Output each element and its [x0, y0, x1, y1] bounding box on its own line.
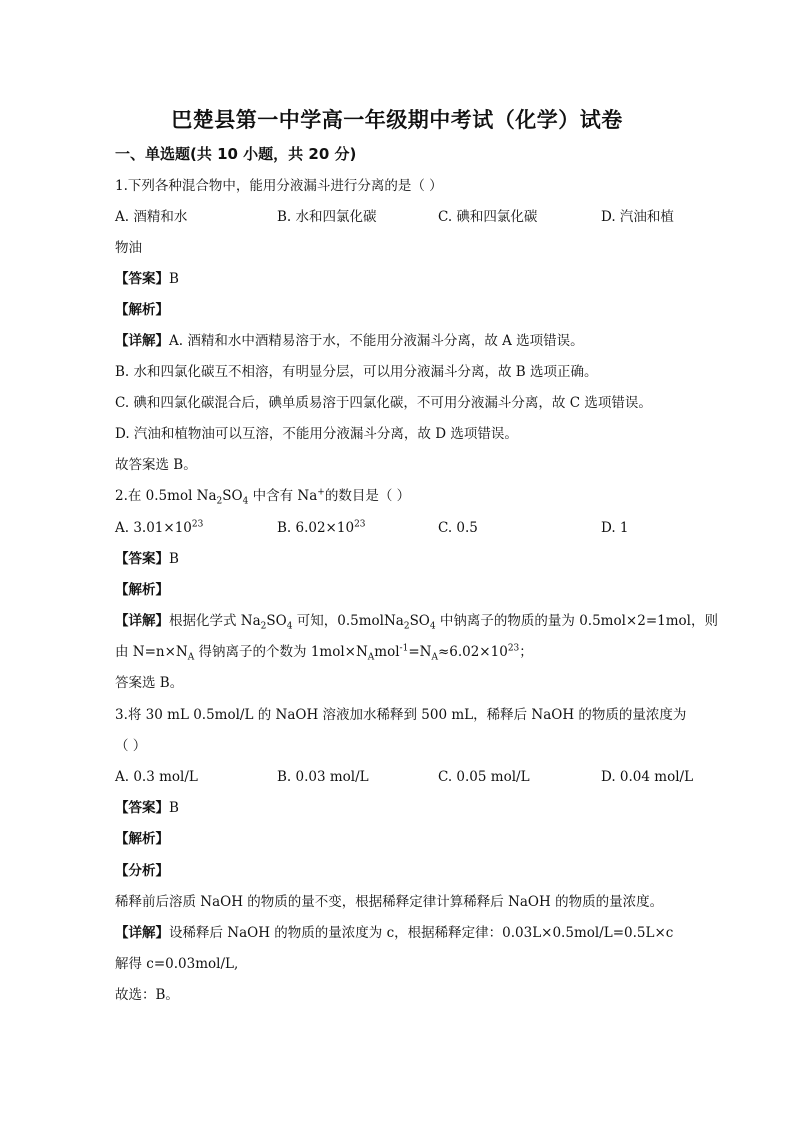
- q3-answer-value: B: [169, 800, 179, 816]
- q2-detail-part: ；: [519, 644, 533, 660]
- q1-detail-c: C. 碘和四氯化碳混合后，碘单质易溶于四氯化碳，不可用分液漏斗分离，故 C 选项错误。: [115, 395, 652, 411]
- q2-detail-subscript: 4: [286, 621, 293, 632]
- question-2-stem: [115, 486, 685, 506]
- q2-stem-part: 的数目是（ ）: [324, 488, 411, 504]
- detail-label: 【详解】: [115, 925, 169, 941]
- detail-label: 【详解】: [115, 333, 169, 349]
- q2-detail-part: mol: [374, 644, 400, 660]
- answer-label: 【答案】: [115, 271, 169, 287]
- q2-option-b-exponent: 23: [354, 519, 366, 530]
- question-3-stem-continued: （ ）: [115, 738, 147, 754]
- q1-option-c: C. 碘和四氯化碳: [438, 209, 538, 225]
- q2-option-d: D. 1: [601, 520, 629, 536]
- answer-label: 【答案】: [115, 551, 169, 567]
- q2-option-a-text: A. 3.01×10: [115, 520, 192, 536]
- page-title: 巴楚县第一中学高一年级期中考试（化学）试卷: [171, 108, 623, 132]
- q1-detail-a-text: A. 酒精和水中酒精易溶于水，不能用分液漏斗分离，故 A 选项错误。: [169, 333, 584, 349]
- q2-answer: [115, 549, 685, 569]
- q1-option-a: A. 酒精和水: [115, 209, 188, 225]
- q3-detail-line-2: 解得 c=0.03mol/L,: [115, 956, 239, 972]
- q2-stem-part: SO: [222, 488, 243, 504]
- q2-conclusion: 答案选 B。: [115, 675, 184, 691]
- q2-stem-superscript: +: [317, 487, 325, 498]
- q3-option-a: A. 0.3 mol/L: [115, 769, 198, 785]
- q2-detail-line-1: [115, 611, 718, 632]
- answer-label: 【答案】: [115, 800, 169, 816]
- q3-detail-line-1: [115, 923, 685, 943]
- q2-detail-part: =N: [408, 644, 432, 660]
- q2-answer-value: B: [169, 551, 179, 567]
- q2-detail-superscript: -1: [399, 643, 409, 654]
- q2-detail-part: SO: [266, 613, 287, 629]
- q1-detail-a: [115, 331, 685, 351]
- q2-detail-line-2: [115, 642, 685, 662]
- q2-detail-subscript: A: [187, 652, 195, 663]
- question-1-stem: 1.下列各种混合物中，能用分液漏斗进行分离的是（ ）: [115, 178, 443, 194]
- q1-analysis-label: 【解析】: [115, 302, 169, 318]
- q3-analysis2-label: 【分析】: [115, 863, 169, 879]
- q2-detail-subscript: 2: [403, 621, 410, 632]
- section-heading: 一、单选题(共 10 小题，共 20 分): [115, 145, 357, 163]
- q1-detail-b: B. 水和四氯化碳互不相溶，有明显分层，可以用分液漏斗分离，故 B 选项正确。: [115, 364, 598, 380]
- q2-stem-subscript: 4: [242, 496, 249, 507]
- q2-detail-part: 中钠离子的物质的量为 0.5mol×2=1mol，则: [435, 613, 718, 629]
- q2-detail-subscript: A: [431, 652, 438, 663]
- q2-stem-part: 2.在 0.5mol Na: [115, 488, 217, 504]
- q2-stem-subscript: 2: [216, 496, 223, 507]
- q3-analysis-label: 【解析】: [115, 831, 169, 847]
- q2-detail-subscript: A: [367, 652, 375, 663]
- q2-option-a-exponent: 23: [191, 519, 204, 530]
- q2-option-c: C. 0.5: [438, 520, 478, 536]
- q2-stem-part: 中含有 Na: [248, 488, 318, 504]
- q1-answer: [115, 269, 685, 289]
- q1-option-d: D. 汽油和植: [601, 209, 674, 225]
- question-3-stem: 3.将 30 mL 0.5mol/L 的 NaOH 溶液加水稀释到 500 mL，稀释后 NaOH 的物质的量浓度为: [115, 707, 687, 723]
- q3-option-b: B. 0.03 mol/L: [277, 769, 369, 785]
- q2-detail-part: ≈6.02×10: [437, 644, 508, 660]
- q2-detail-part: 得钠离子的个数为 1mol×N: [194, 644, 368, 660]
- q3-analysis-text: 稀释前后溶质 NaOH 的物质的量不变，根据稀释定律计算稀释后 NaOH 的物质的量浓度。: [115, 894, 664, 910]
- q2-analysis-label: 【解析】: [115, 582, 169, 598]
- q2-option-b-text: B. 6.02×10: [277, 520, 355, 536]
- q3-option-d: D. 0.04 mol/L: [601, 769, 694, 785]
- q1-option-b: B. 水和四氯化碳: [277, 209, 377, 225]
- q2-detail-subscript: 4: [429, 621, 436, 632]
- q2-detail-part: 由 N=n×N: [115, 644, 188, 660]
- q2-option-a: [115, 518, 203, 538]
- q1-answer-value: B: [169, 271, 179, 287]
- q1-conclusion: 故答案选 B。: [115, 457, 197, 473]
- q3-option-c: C. 0.05 mol/L: [438, 769, 530, 785]
- q1-detail-d: D. 汽油和植物油可以互溶，不能用分液漏斗分离，故 D 选项错误。: [115, 426, 518, 442]
- detail-label: 【详解】: [115, 613, 169, 629]
- q1-option-d-continued: 物油: [115, 240, 142, 256]
- q3-detail-text: 设稀释后 NaOH 的物质的量浓度为 c，根据稀释定律：0.03L×0.5mol/L=0.5L×c: [169, 925, 674, 941]
- q3-conclusion: 故选：B。: [115, 987, 179, 1003]
- q2-option-b: [277, 518, 366, 538]
- q2-detail-part: 可知，0.5molNa: [292, 613, 404, 629]
- q2-detail-superscript: 23: [507, 643, 520, 654]
- q2-detail-part: 根据化学式 Na: [169, 613, 261, 629]
- q2-detail-subscript: 2: [260, 621, 267, 632]
- q2-detail-part: SO: [409, 613, 430, 629]
- q3-answer: [115, 798, 685, 818]
